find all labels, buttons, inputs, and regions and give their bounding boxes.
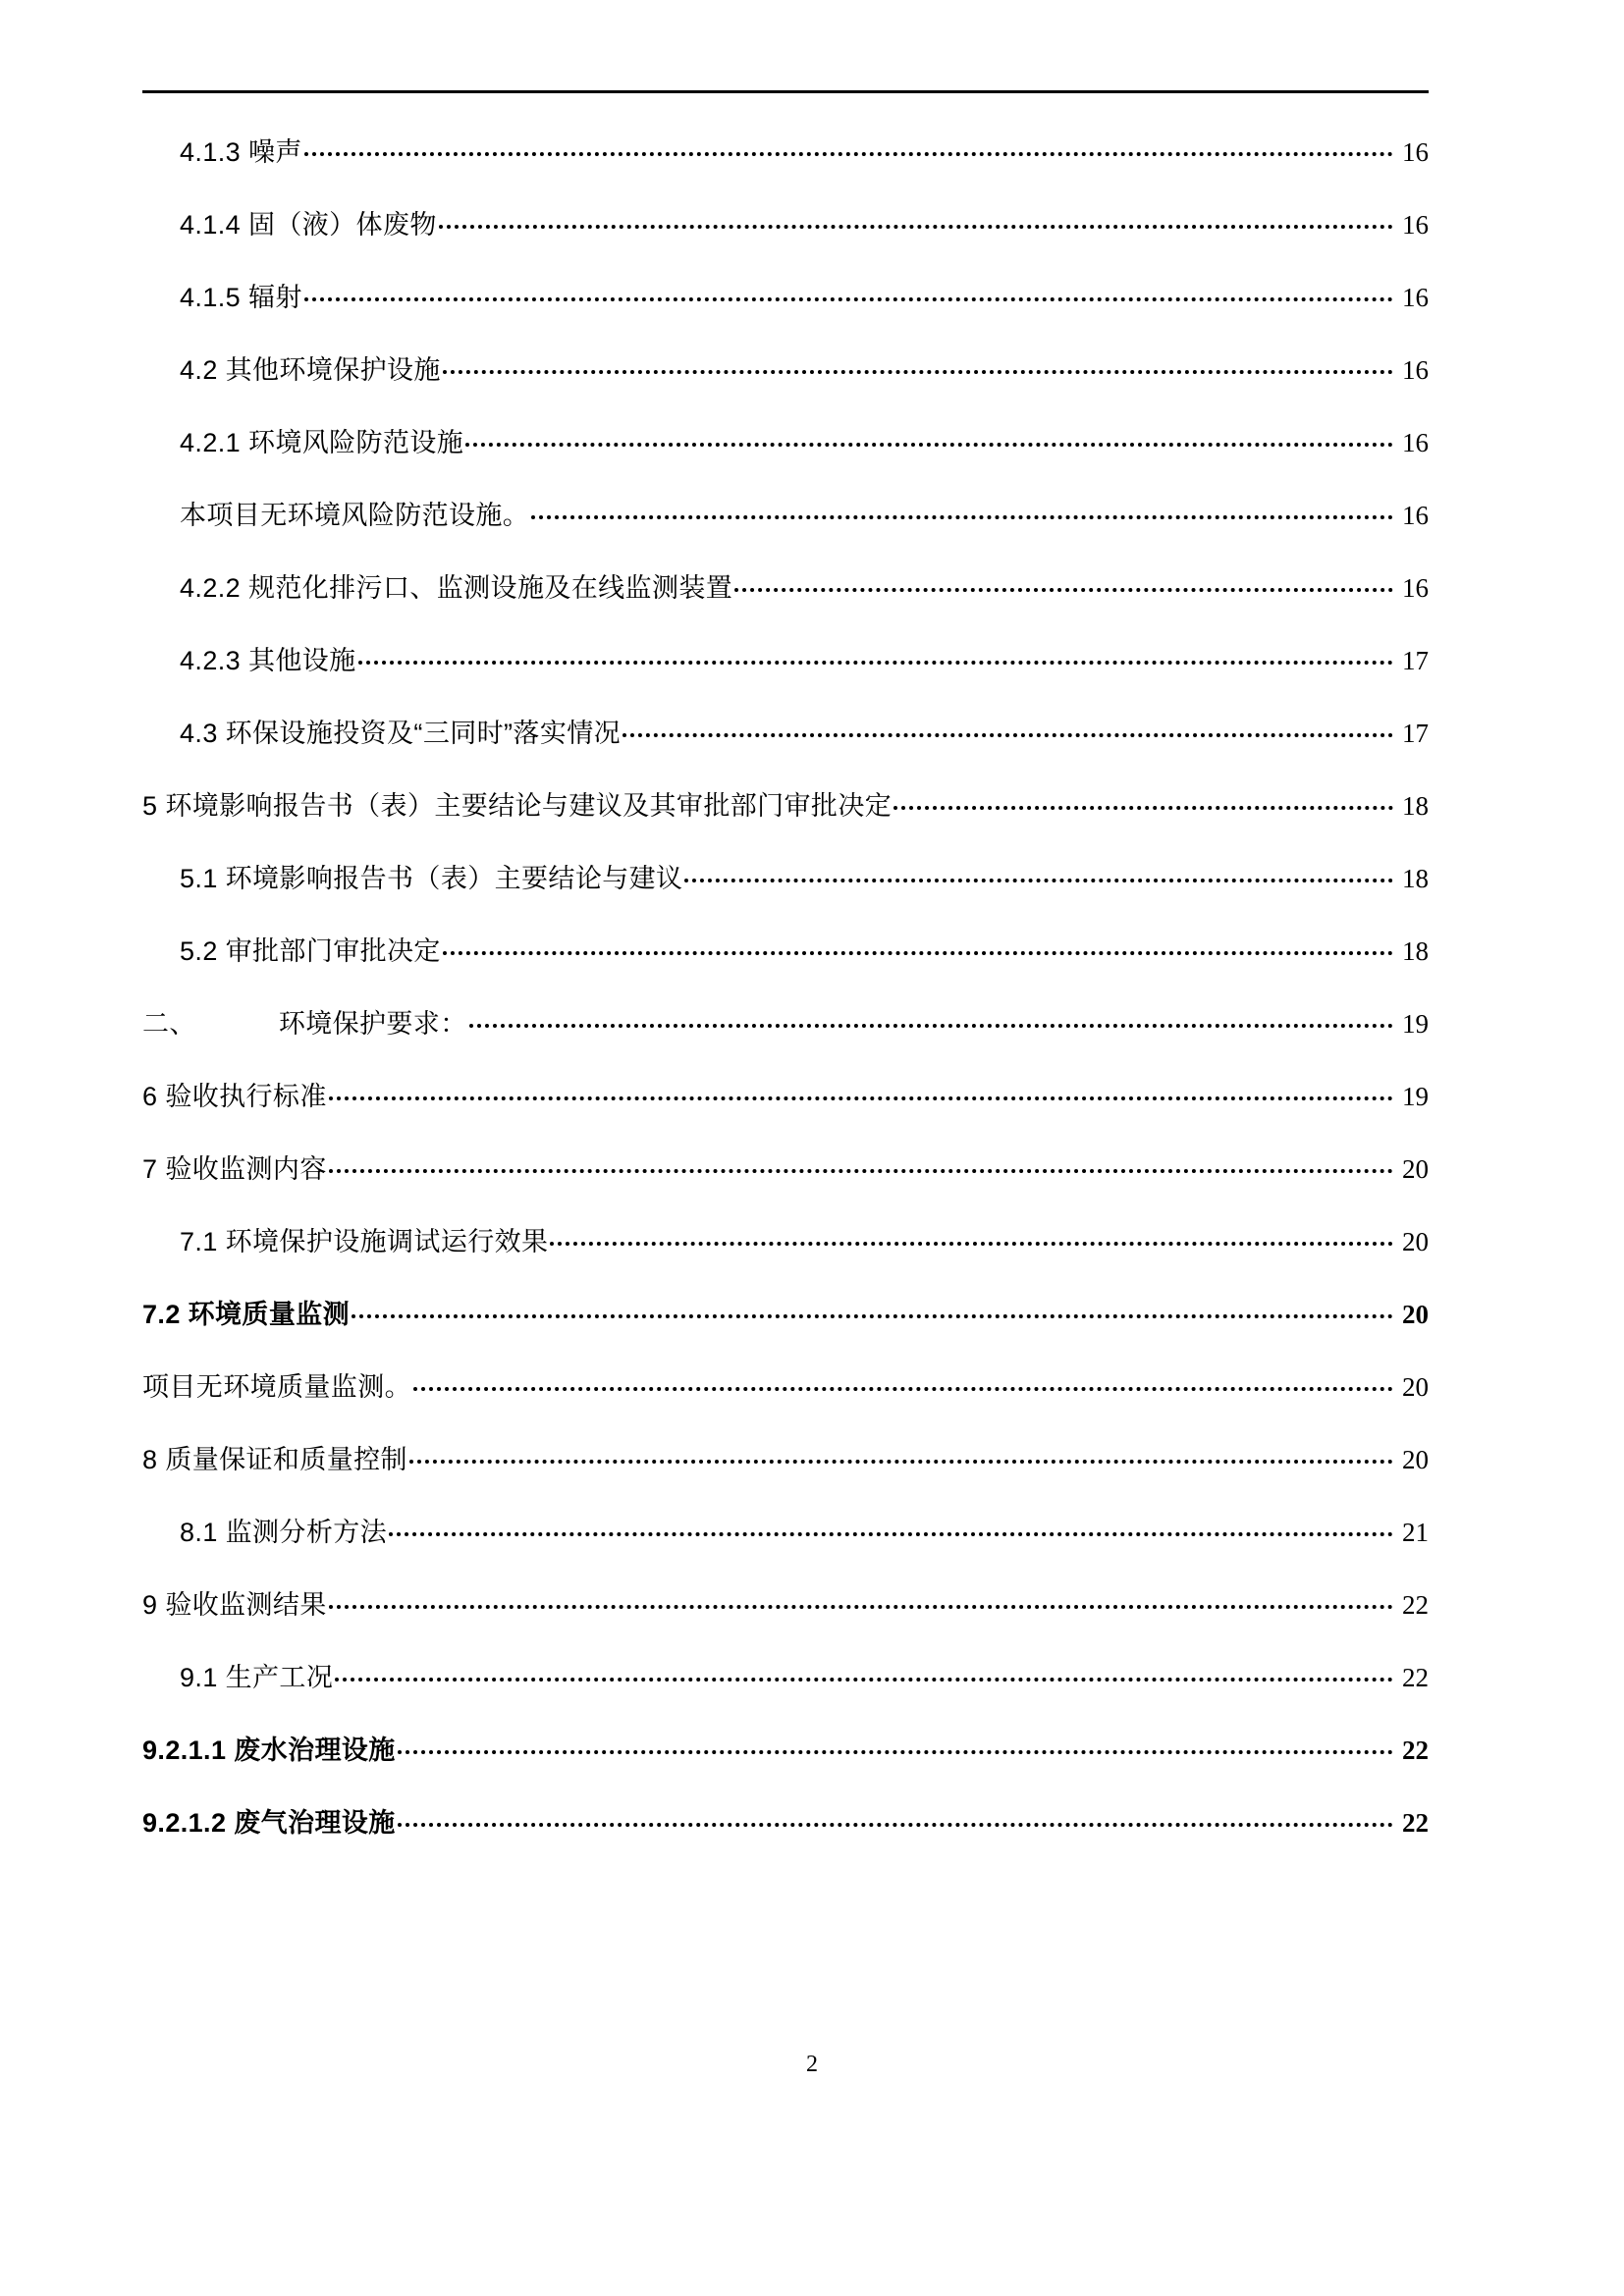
toc-entry[interactable] [142,1787,1429,1859]
toc-entry[interactable] [142,552,1429,624]
toc-entry-label: 7 验收监测内容 [142,1154,327,1184]
toc-entry[interactable] [142,915,1429,988]
toc-entry-page-number: 17 [1402,646,1429,675]
toc-entry[interactable] [142,1423,1429,1496]
toc-leader-dots [389,1525,1393,1541]
toc-entry-label: 5.2 审批部门审批决定 [180,936,441,966]
toc-entry-label: 9.2.1.1 废水治理设施 [142,1735,396,1765]
toc-entry[interactable] [142,770,1429,842]
toc-entry-page-number: 16 [1402,573,1429,603]
toc-leader-dots [550,1235,1393,1251]
toc-entry[interactable] [142,1278,1429,1351]
toc-leader-dots [684,872,1393,887]
toc-leader-dots [304,145,1393,161]
toc-entry-page-number: 17 [1402,719,1429,748]
toc-entry-page-number: 16 [1402,428,1429,457]
toc-entry[interactable] [142,1496,1429,1569]
toc-entry[interactable] [142,479,1429,552]
toc-entry-page-number: 18 [1402,864,1429,893]
toc-entry-label: 4.2 其他环境保护设施 [180,355,441,385]
toc-leader-dots [409,1453,1393,1468]
toc-entry[interactable] [142,697,1429,770]
toc-entry[interactable] [142,624,1429,697]
toc-entry-page-number: 20 [1402,1154,1429,1184]
toc-leader-dots [531,508,1393,524]
toc-entry[interactable] [142,1133,1429,1205]
toc-leader-dots [335,1671,1393,1686]
toc-entry-page-number: 16 [1402,501,1429,530]
toc-entry-label: 7.2 环境质量监测 [142,1300,351,1329]
toc-entry-label: 5.1 环境影响报告书（表）主要结论与建议 [180,864,683,893]
toc-entry[interactable] [142,334,1429,406]
toc-entry-label: 8.1 监测分析方法 [180,1518,388,1547]
toc-leader-dots [413,1380,1393,1396]
toc-leader-dots [329,1162,1393,1178]
toc-entry[interactable] [142,1569,1429,1641]
toc-leader-dots [352,1308,1393,1323]
toc-entry-page-number: 22 [1402,1808,1429,1838]
toc-entry-label: 4.1.3 噪声 [180,137,302,167]
toc-entry-page-number: 18 [1402,936,1429,966]
toc-entry-label: 4.3 环保设施投资及“三同时”落实情况 [180,719,622,748]
toc-entry-label: 4.2.2 规范化排污口、监测设施及在线监测装置 [180,573,733,603]
toc-entry[interactable] [142,261,1429,334]
toc-leader-dots [623,726,1393,742]
toc-entry-page-number: 22 [1402,1735,1429,1765]
toc-leader-dots [893,799,1393,815]
toc-entry-page-number: 21 [1402,1518,1429,1547]
toc-entry[interactable] [142,406,1429,479]
toc-entry-label: 4.2.1 环境风险防范设施 [180,428,464,457]
toc-entry-label: 4.2.3 其他设施 [180,646,356,675]
toc-entry-page-number: 20 [1402,1300,1429,1329]
toc-entry-label: 7.1 环境保护设施调试运行效果 [180,1227,549,1256]
toc-entry-label: 二、 [142,1009,196,1039]
toc-entry-page-number: 20 [1402,1445,1429,1474]
toc-leader-dots [734,581,1393,597]
header-rule [142,90,1429,93]
toc-leader-dots [443,363,1393,379]
toc-entry-label: 5 环境影响报告书（表）主要结论与建议及其审批部门审批决定 [142,791,893,821]
toc-leader-dots [329,1598,1393,1614]
toc-entry-page-number: 22 [1402,1590,1429,1620]
page-number: 2 [806,2052,818,2077]
toc-entry-label: 9.1 生产工况 [180,1663,334,1692]
toc-entry[interactable] [142,116,1429,188]
toc-entry-page-number: 19 [1402,1009,1429,1039]
toc-leader-dots [304,291,1393,306]
toc-leader-dots [329,1090,1393,1105]
toc-leader-dots [443,944,1393,960]
toc-entry-label: 8 质量保证和质量控制 [142,1445,407,1474]
toc-entry[interactable] [142,1351,1429,1423]
toc-entry[interactable] [142,188,1429,261]
toc-entry-page-number: 16 [1402,355,1429,385]
toc-entry[interactable] [142,842,1429,915]
toc-entry-page-number: 20 [1402,1227,1429,1256]
toc-leader-dots [439,218,1393,234]
toc-leader-dots [398,1816,1393,1832]
toc-entry-page-number: 16 [1402,283,1429,312]
toc-entry[interactable] [142,1205,1429,1278]
toc-entry-label: 本项目无环境风险防范设施。 [180,501,530,530]
toc-entry-page-number: 18 [1402,791,1429,821]
toc-entry-page-number: 16 [1402,210,1429,240]
toc-entry-label-tail: 环境保护要求： [278,1009,467,1039]
toc-entry-page-number: 19 [1402,1082,1429,1111]
toc-leader-dots [358,654,1393,669]
toc-entry[interactable] [142,988,1429,1060]
toc-entry-label: 项目无环境质量监测。 [142,1372,411,1402]
toc-entry-label: 4.1.5 辐射 [180,283,302,312]
toc-entry-label: 4.1.4 固（液）体废物 [180,210,437,240]
toc-leader-dots [465,436,1393,452]
toc-entry-label: 6 验收执行标准 [142,1082,327,1111]
toc-entry-label: 9.2.1.2 废气治理设施 [142,1808,396,1838]
toc-entry[interactable] [142,1714,1429,1787]
toc-leader-dots [469,1017,1393,1033]
table-of-contents [142,116,1429,1859]
toc-entry-label: 9 验收监测结果 [142,1590,327,1620]
toc-entry-page-number: 20 [1402,1372,1429,1402]
toc-entry[interactable] [142,1060,1429,1133]
toc-entry-page-number: 22 [1402,1663,1429,1692]
toc-entry[interactable] [142,1641,1429,1714]
toc-entry-page-number: 16 [1402,137,1429,167]
toc-leader-dots [398,1743,1393,1759]
